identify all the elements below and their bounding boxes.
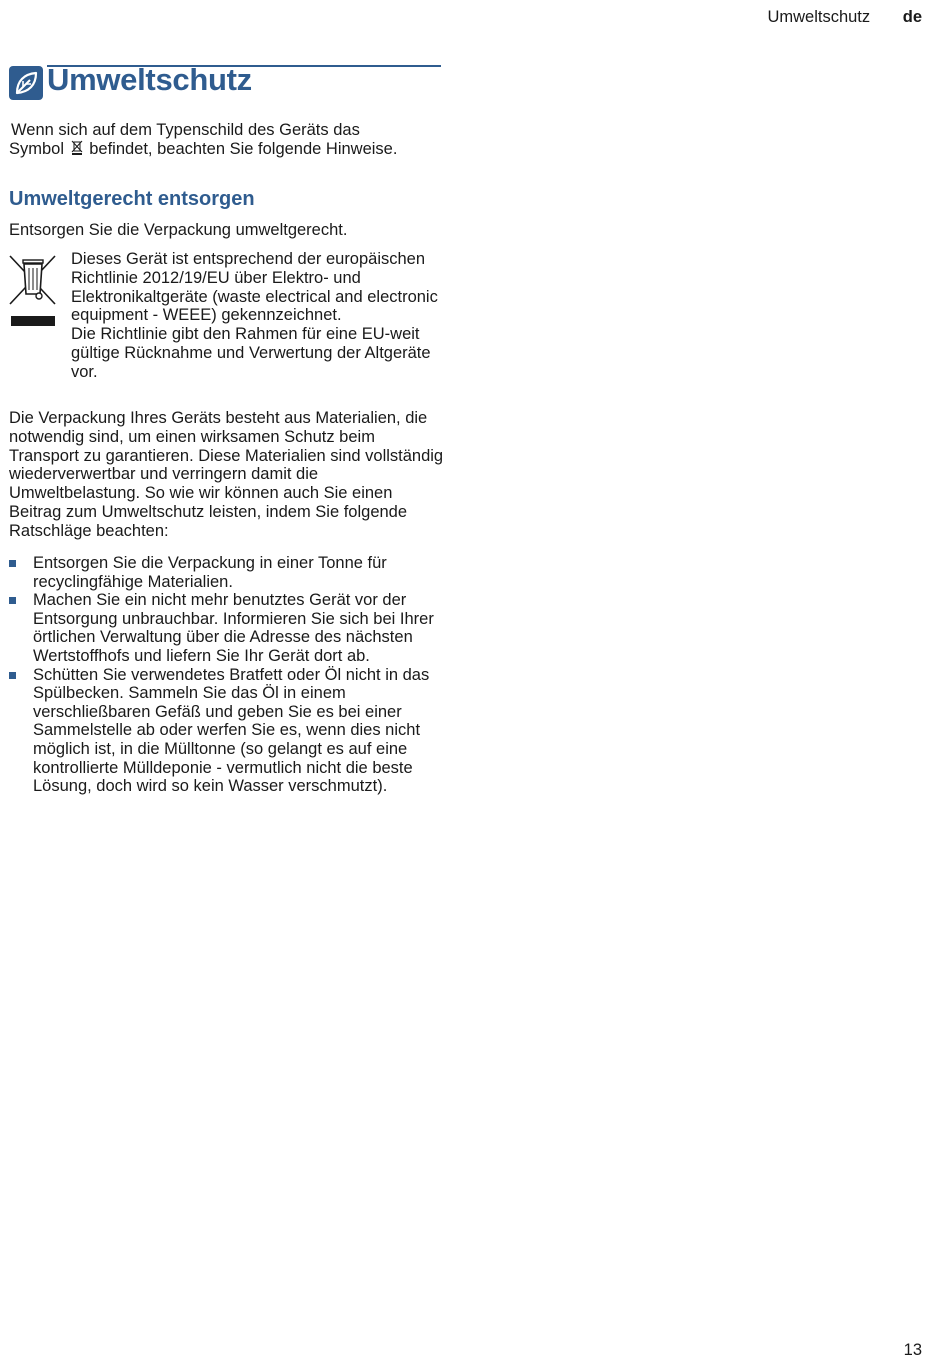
packaging-paragraph: Die Verpackung Ihres Geräts besteht aus Materialien, die notwendig sind, um einen wirksamen Schutz beim Transport zu garantieren. Diese Materialien sind vollständig wiederverwertbar und verringern damit die Umweltbelastung. So wie wir können auch Sie einen Beitrag zum Umweltschutz leisten, indem Sie folgende Ratschläge beachten: bbox=[9, 409, 444, 540]
intro-text bbox=[9, 121, 449, 159]
weee-framework-text: Die Richtlinie gibt den Rahmen für eine EU-weit gültige Rücknahme und Verwertung der Altgeräte vor. bbox=[71, 325, 431, 381]
page-title: Umweltschutz bbox=[47, 62, 252, 97]
list-item bbox=[9, 666, 449, 796]
intro-symbol-label: Symbol bbox=[9, 140, 65, 158]
square-bullet-icon bbox=[9, 597, 16, 604]
running-header bbox=[767, 8, 922, 27]
header-section-name: Umweltschutz bbox=[767, 8, 871, 26]
intro-symbol-note: befindet, beachten Sie folgende Hinweise. bbox=[89, 140, 398, 158]
header-language-code: de bbox=[902, 8, 922, 26]
section-heading: Umweltgerecht entsorgen bbox=[9, 188, 255, 210]
crossed-out-wheelie-bin-icon bbox=[9, 254, 56, 326]
intro-line-1: Wenn sich auf dem Typenschild des Geräts das bbox=[11, 121, 360, 139]
list-item-text: Machen Sie ein nicht mehr benutztes Gerät vor der Entsorgung unbrauchbar. Informieren Sie sich bei Ihrer örtlichen Verwaltung über die Adresse des nächsten Wertstoffhofs und liefern Sie Ihr Gerät dort ab. bbox=[33, 591, 434, 665]
square-bullet-icon bbox=[9, 560, 16, 567]
list-item bbox=[9, 591, 449, 665]
crossed-out-bin-icon bbox=[71, 140, 83, 156]
weee-notice bbox=[71, 250, 446, 382]
square-bullet-icon bbox=[9, 672, 16, 679]
list-item-text: Entsorgen Sie die Verpackung in einer Tonne für recyclingfähige Materialien. bbox=[33, 554, 387, 591]
page-number: 13 bbox=[903, 1341, 922, 1359]
lead-text: Entsorgen Sie die Verpackung umweltgerecht. bbox=[9, 221, 348, 239]
weee-directive-text: Dieses Gerät ist entsprechend der europäischen Richtlinie 2012/19/EU über Elektro- und Elektronikaltgeräte (waste electrical and electronic equipment - WEEE) gekennzeichnet. bbox=[71, 250, 438, 325]
leaf-icon bbox=[9, 66, 43, 100]
list-item bbox=[9, 554, 449, 591]
disposal-tips-list bbox=[9, 554, 449, 796]
intro-line-2 bbox=[9, 140, 449, 159]
list-item-text: Schütten Sie verwendetes Bratfett oder Öl nicht in das Spülbecken. Sammeln Sie das Öl in einem verschließbaren Gefäß und geben Sie es bei einer Sammelstelle ab oder werfen Sie es, wenn dies nicht möglich ist, in die Mülltonne (so gelangt es auf eine kontrollierte Mülldeponie - vermutlich nicht die beste Lösung, doch wird so kein Wasser verschmutzt). bbox=[33, 665, 430, 796]
